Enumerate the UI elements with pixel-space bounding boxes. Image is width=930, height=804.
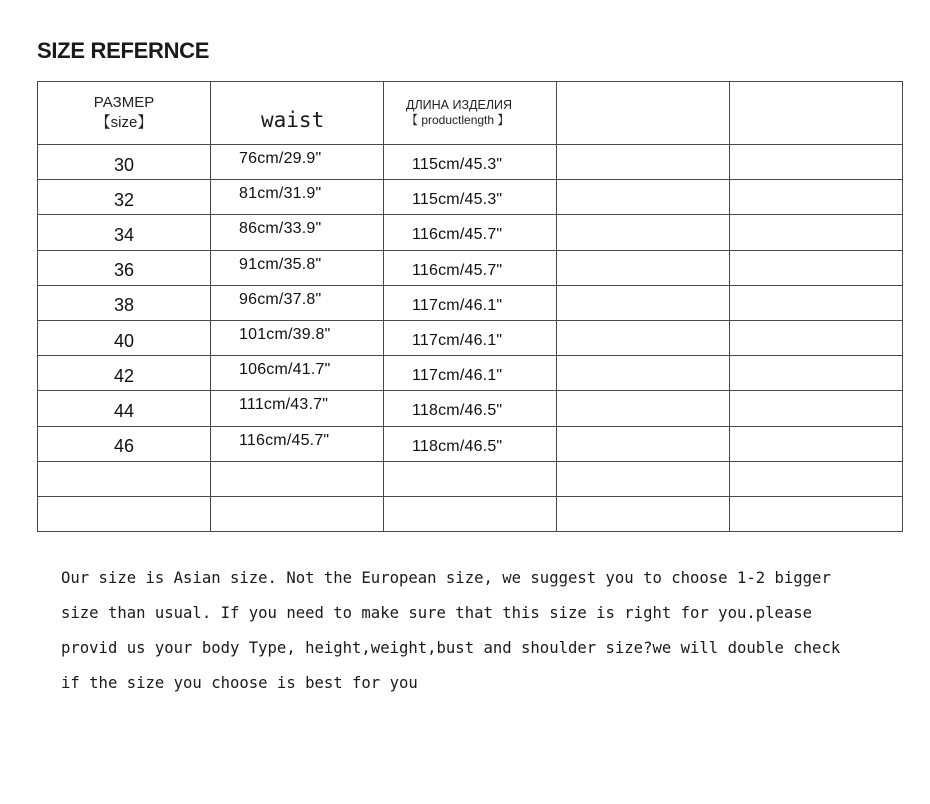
size-cell: 46 — [38, 426, 211, 461]
header-length-ru: ДЛИНА ИЗДЕЛИЯ — [406, 98, 513, 112]
empty-cell — [384, 461, 557, 496]
note-line-2: size than usual. If you need to make sure that this size is right for you.please — [61, 604, 813, 622]
note-line-3: provid us your body Type, height,weight,bust and shoulder size?we will double check — [61, 639, 841, 657]
table-row — [38, 215, 903, 250]
waist-cell: 116cm/45.7" — [211, 426, 384, 461]
empty-cell — [384, 496, 557, 531]
empty-cell — [557, 496, 730, 531]
empty-cell — [730, 461, 903, 496]
empty-cell — [557, 285, 730, 320]
size-cell: 40 — [38, 320, 211, 355]
header-size-en: 【size】 — [95, 114, 153, 131]
waist-cell: 106cm/41.7" — [211, 356, 384, 391]
empty-cell — [557, 426, 730, 461]
header-size — [38, 82, 211, 145]
note-line-4: if the size you choose is best for you — [61, 674, 418, 692]
page-title: SIZE REFERNCE — [37, 38, 210, 63]
header-length-en: 【 productlength 】 — [406, 113, 510, 127]
empty-cell — [557, 461, 730, 496]
empty-cell — [557, 180, 730, 215]
empty-cell — [557, 356, 730, 391]
length-cell: 118cm/46.5" — [384, 391, 557, 426]
length-cell: 116cm/45.7" — [384, 215, 557, 250]
empty-cell — [730, 145, 903, 180]
empty-cell — [730, 496, 903, 531]
table-body — [38, 145, 903, 462]
table-row — [38, 356, 903, 391]
empty-cell — [730, 180, 903, 215]
empty-cell — [211, 461, 384, 496]
empty-cell — [730, 285, 903, 320]
waist-cell: 96cm/37.8" — [211, 285, 384, 320]
table-row — [38, 426, 903, 461]
table-row — [38, 320, 903, 355]
length-cell: 115cm/45.3" — [384, 180, 557, 215]
table-header-row — [38, 82, 903, 145]
table-row-empty — [38, 461, 903, 496]
header-empty-4 — [557, 82, 730, 145]
size-cell: 36 — [38, 250, 211, 285]
table-row — [38, 180, 903, 215]
waist-cell: 101cm/39.8" — [211, 320, 384, 355]
length-cell: 116cm/45.7" — [384, 250, 557, 285]
table-row — [38, 391, 903, 426]
empty-cell — [557, 391, 730, 426]
note-line-1: Our size is Asian size. Not the European size, we suggest you to choose 1-2 bigger — [61, 569, 831, 587]
header-empty-5 — [730, 82, 903, 145]
table-row-empty — [38, 496, 903, 531]
header-length — [384, 82, 557, 145]
empty-cell — [557, 320, 730, 355]
length-cell: 118cm/46.5" — [384, 426, 557, 461]
empty-cell — [38, 461, 211, 496]
empty-cell — [730, 320, 903, 355]
size-table — [37, 81, 903, 532]
header-waist: waist — [211, 82, 384, 145]
empty-cell — [730, 356, 903, 391]
empty-cell — [730, 250, 903, 285]
length-cell: 117cm/46.1" — [384, 356, 557, 391]
empty-cell — [557, 145, 730, 180]
size-cell: 42 — [38, 356, 211, 391]
table-row — [38, 285, 903, 320]
empty-cell — [557, 250, 730, 285]
waist-cell: 91cm/35.8" — [211, 250, 384, 285]
size-cell: 38 — [38, 285, 211, 320]
waist-cell: 86cm/33.9" — [211, 215, 384, 250]
table-row — [38, 145, 903, 180]
empty-cell — [211, 496, 384, 531]
size-cell: 44 — [38, 391, 211, 426]
empty-cell — [730, 215, 903, 250]
waist-cell: 76cm/29.9" — [211, 145, 384, 180]
length-cell: 117cm/46.1" — [384, 320, 557, 355]
waist-cell: 111cm/43.7" — [211, 391, 384, 426]
size-note — [61, 561, 911, 701]
size-cell: 32 — [38, 180, 211, 215]
length-cell: 115cm/45.3" — [384, 145, 557, 180]
length-cell: 117cm/46.1" — [384, 285, 557, 320]
size-cell: 30 — [38, 145, 211, 180]
empty-cell — [38, 496, 211, 531]
header-size-ru: РАЗМЕР — [93, 94, 155, 111]
empty-cell — [730, 391, 903, 426]
table-row — [38, 250, 903, 285]
waist-cell: 81cm/31.9" — [211, 180, 384, 215]
empty-cell — [557, 215, 730, 250]
size-cell: 34 — [38, 215, 211, 250]
empty-cell — [730, 426, 903, 461]
